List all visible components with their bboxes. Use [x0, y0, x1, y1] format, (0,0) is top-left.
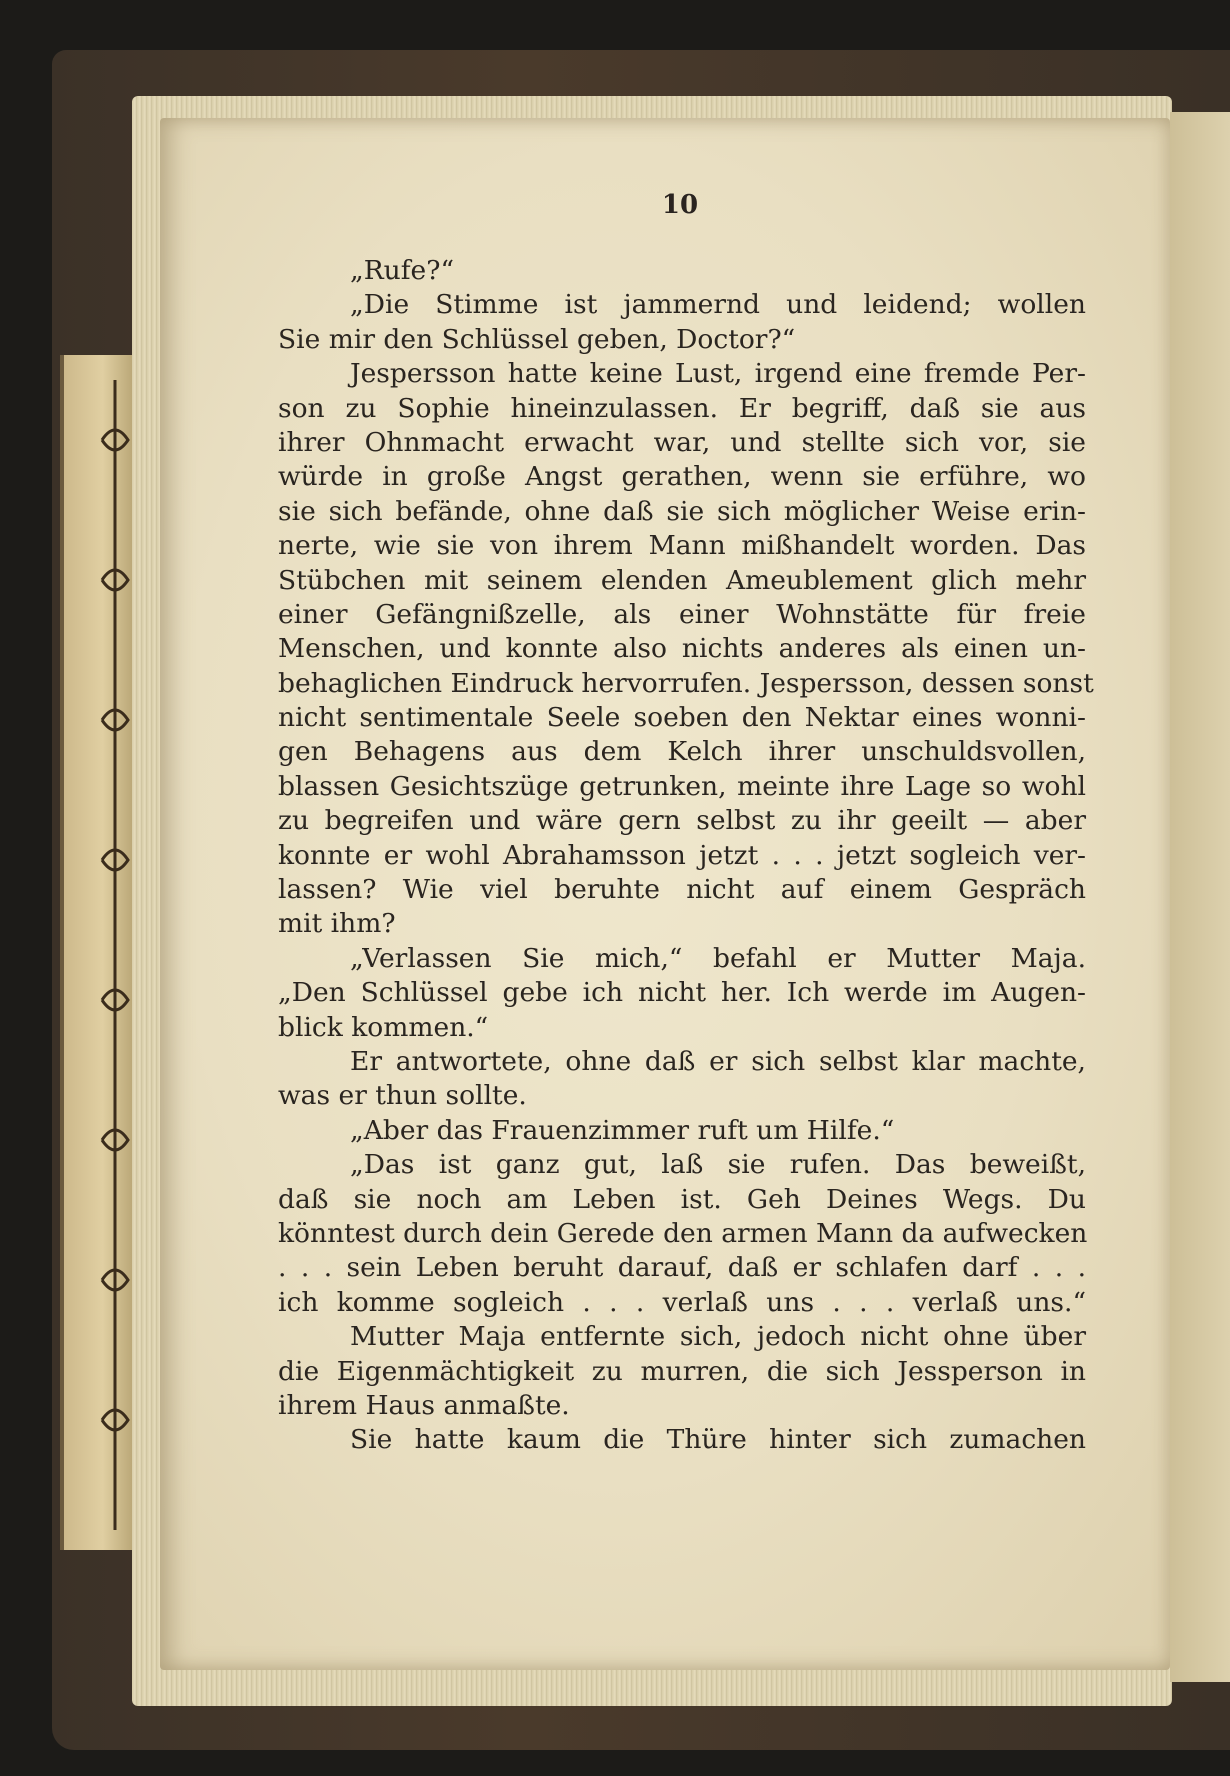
text-line: konnte er wohl Abrahamsson jetzt . . . jetzt sogleich ver-	[278, 839, 1086, 871]
text-line: . . . sein Leben beruht darauf, daß er schlafen darf . . .	[278, 1252, 1086, 1284]
text-line: Stübchen mit seinem elenden Ameublement glich mehr	[278, 564, 1086, 596]
text-line: was er thun sollte.	[278, 1080, 527, 1112]
text-line: „Verlassen Sie mich,“ befahl er Mutter Maja.	[350, 942, 1086, 974]
text-line: daß sie noch am Leben ist. Geh Deines Wegs. Du	[278, 1183, 1086, 1215]
spine-ornament	[96, 380, 134, 1530]
text-line: Menschen, und konnte also nichts anderes als einen un-	[278, 633, 1086, 665]
text-line: behaglichen Eindruck hervorrufen. Jespersson, dessen sonst	[278, 667, 1094, 699]
text-line: könntest durch dein Gerede den armen Mann da aufwecken	[278, 1217, 1088, 1249]
text-line: die Eigenmächtigkeit zu murren, die sich Jessperson in	[278, 1355, 1086, 1387]
text-line: „Rufe?“	[350, 255, 454, 286]
text-line: nicht sentimentale Seele soeben den Nektar eines wonni-	[278, 702, 1086, 734]
text-line: blick kommen.“	[278, 1011, 489, 1043]
text-line: Sie mir den Schlüssel geben, Doctor?“	[278, 323, 796, 355]
text-line: sie sich befände, ohne daß sie sich möglicher Weise erin-	[278, 495, 1086, 527]
text-line: son zu Sophie hineinzulassen. Er begriff, daß sie aus	[278, 392, 1086, 424]
text-line: „Das ist ganz gut, laß sie rufen. Das beweißt,	[350, 1149, 1086, 1181]
body-text	[278, 254, 1094, 1458]
text-line: würde in große Angst gerathen, wenn sie erführe, wo	[278, 461, 1086, 493]
text-line: Jespersson hatte keine Lust, irgend eine fremde Per-	[350, 358, 1086, 390]
text-line: „Die Stimme ist jammernd und leidend; wollen	[350, 289, 1086, 321]
facing-page	[1170, 112, 1230, 1682]
text-line: Er antwortete, ohne daß er sich selbst klar machte,	[350, 1045, 1086, 1077]
text-line: einer Gefängnißzelle, als einer Wohnstätte für freie	[278, 598, 1086, 630]
text-line: mit ihm?	[278, 908, 396, 940]
text-line: „Aber das Frauenzimmer ruft um Hilfe.“	[350, 1114, 895, 1146]
text-line: ihrem Haus anmaßte.	[278, 1389, 570, 1421]
text-line: blassen Gesichtszüge getrunken, meinte ihre Lage so wohl	[278, 770, 1086, 802]
text-line: zu begreifen und wäre gern selbst zu ihr geeilt — aber	[278, 805, 1086, 837]
text-line: Sie hatte kaum die Thüre hinter sich zumachen	[350, 1424, 1086, 1456]
text-line: „Den Schlüssel gebe ich nicht her. Ich werde im Augen-	[278, 977, 1086, 1009]
page-number: 10	[661, 190, 699, 220]
text-line: gen Behagens aus dem Kelch ihrer unschuldsvollen,	[278, 736, 1086, 768]
text-line: ihrer Ohnmacht erwacht war, und stellte sich vor, sie	[278, 426, 1086, 458]
text-line: Mutter Maja entfernte sich, jedoch nicht ohne über	[350, 1321, 1086, 1353]
text-line: nerte, wie sie von ihrem Mann mißhandelt worden. Das	[278, 530, 1086, 562]
text-line: ich komme sogleich . . . verlaß uns . . . verlaß uns.“	[278, 1286, 1086, 1318]
text-line: lassen? Wie viel beruhte nicht auf einem Gespräch	[278, 874, 1086, 906]
